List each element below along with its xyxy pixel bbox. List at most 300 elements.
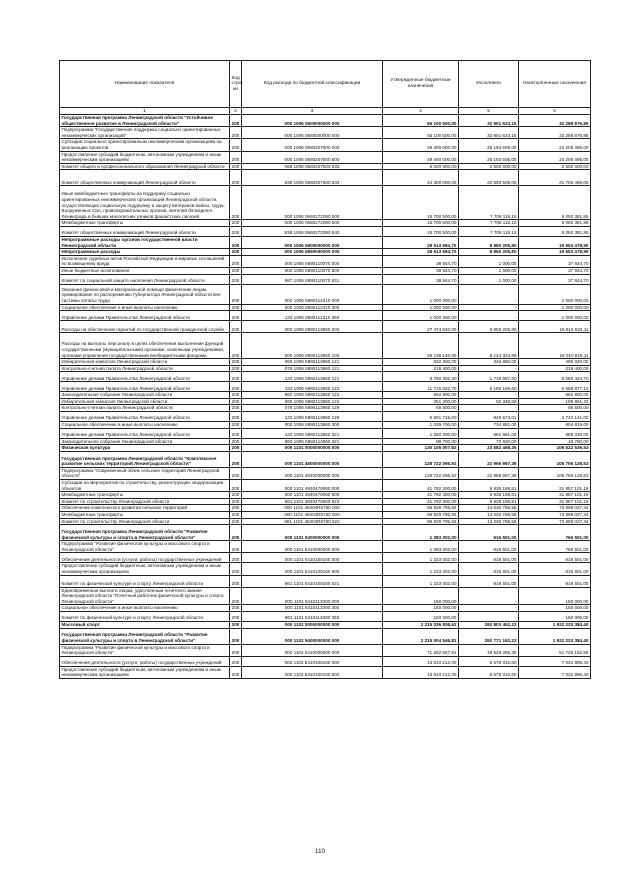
approved-amount: 28 513 684,70 (383, 249, 459, 256)
table-row (60, 438, 591, 445)
indicator-name: Непрограммные расходы (60, 249, 230, 256)
table-row (60, 304, 591, 311)
indicator-name: Социальное обеспечение и иные выплаты населению (60, 304, 230, 311)
line-code: 200 (230, 467, 242, 479)
table-row (60, 321, 591, 333)
indicator-name: Непрограммные расходы органов государственной власти Ленинградской области (60, 236, 230, 248)
line-code: 200 (230, 365, 242, 372)
table-row (60, 151, 591, 163)
indicator-name: Комитет по физической культуре и спорту Ленинградской области (60, 575, 230, 587)
budget-code: 000 1006 6890000000 000 (242, 249, 383, 256)
line-code: 200 (230, 284, 242, 304)
table-row (60, 255, 591, 267)
line-code: 200 (230, 587, 242, 605)
indicator-name: Законодательное собрание Ленинградской области (60, 392, 230, 399)
indicator-name: Расходы на обеспечение гарантий по государственной гражданской службе (60, 321, 230, 333)
unexecuted-amount: 21 706 495,00 (519, 170, 591, 186)
table-row (60, 311, 591, 321)
line-code: 200 (230, 480, 242, 492)
approved-amount: 1 383 002,00 (383, 525, 459, 541)
executed-amount: 616 501,00 (459, 553, 519, 563)
line-code: 200 (230, 412, 242, 422)
table-row (60, 498, 591, 505)
executed-amount: 6 578 315,60 (459, 666, 519, 678)
table-row (60, 611, 591, 621)
approved-amount: 1 339 700,00 (383, 422, 459, 429)
executed-amount: 616 501,00 (459, 541, 519, 553)
indicator-name: Государственная программа Ленинградской области "Развитие физической культуры и спорта в Ленинградской области" (60, 628, 230, 644)
table-row (60, 480, 591, 492)
unexecuted-amount: 218 400,00 (519, 365, 591, 372)
column-number: 4 (383, 108, 459, 115)
indicator-name: Социальное обеспечение и иные выплаты населению (60, 605, 230, 612)
budget-code: 000 1006 6890113860 300 (242, 422, 383, 429)
executed-amount: 1 719 587,60 (459, 372, 519, 382)
line-code: 200 (230, 236, 242, 248)
budget-code: 133 1006 6890113860 121 (242, 372, 383, 382)
budget-code: 000 1006 6890112310 300 (242, 304, 383, 311)
line-code: 200 (230, 605, 242, 612)
table-row (60, 451, 591, 467)
budget-code: 133 1006 6890113860 321 (242, 428, 383, 438)
budget-code: 000 1101 5410100160 000 (242, 553, 383, 563)
executed-amount: - (459, 311, 519, 321)
budget-code: 960 1006 6890113860 321 (242, 438, 383, 445)
unexecuted-amount: 588 039,00 (519, 428, 591, 438)
budget-code: 987 1006 6890110070 831 (242, 274, 383, 284)
table-row (60, 249, 591, 256)
unexecuted-amount: 1 000 000,00 (519, 284, 591, 304)
line-code: 200 (230, 274, 242, 284)
indicator-name: Межбюджетные трансферты (60, 512, 230, 519)
budget-code: 000 1101 4840470060 500 (242, 492, 383, 499)
executed-amount: 8 124 324,89 (459, 333, 519, 359)
indicator-name: Комитет по строительству Ленинградской области (60, 498, 230, 505)
budget-code: 133 1006 6890113860 129 (242, 412, 383, 422)
line-code: 200 (230, 220, 242, 227)
line-code: 200 (230, 115, 242, 127)
executed-amount: 849 573,01 (459, 412, 519, 422)
table-row (60, 382, 591, 392)
unexecuted-amount: 616 501,00 (519, 563, 591, 575)
budget-code: 000 1101 48404R5760 000 (242, 505, 383, 512)
approved-amount: 13 610 212,00 (383, 666, 459, 678)
line-code: 200 (230, 518, 242, 525)
approved-amount: 2 215 004 546,82 (383, 628, 459, 644)
table-row (60, 163, 591, 170)
indicator-name: Государственная программа Ленинградской области "Развитие физической культуры и спорта в Ленинградской области" (60, 525, 230, 541)
executed-amount: 1 000,00 (459, 267, 519, 274)
budget-code: 938 1006 0660272080 540 (242, 226, 383, 236)
line-code: 200 (230, 392, 242, 399)
approved-amount: 86 929 795,92 (383, 518, 459, 525)
approved-amount: 15 700 500,00 (383, 226, 459, 236)
executed-amount: 9 935 198,81 (459, 498, 519, 505)
line-code: 200 (230, 575, 242, 587)
budget-code: 133 1006 6890113860 122 (242, 382, 383, 392)
executed-amount: - (459, 284, 519, 304)
executed-amount: 13 030 768,58 (459, 505, 519, 512)
table-row (60, 428, 591, 438)
unexecuted-amount: 662 900,00 (519, 392, 591, 399)
line-code: 200 (230, 382, 242, 392)
line-code: 200 (230, 451, 242, 467)
header-indicator-name: Наименование показателя (60, 61, 230, 108)
table-row (60, 575, 591, 587)
unexecuted-amount: 106 522 539,53 (519, 445, 591, 452)
line-code: 200 (230, 438, 242, 445)
executed-amount: - (459, 605, 519, 612)
executed-amount: - (459, 405, 519, 412)
indicator-name: Социальное обеспечение и иные выплаты населению (60, 422, 230, 429)
table-row (60, 115, 591, 127)
line-code: 200 (230, 428, 242, 438)
unexecuted-amount: 616 501,00 (519, 575, 591, 587)
line-code: 200 (230, 656, 242, 666)
line-code: 200 (230, 492, 242, 499)
unexecuted-amount: 19 653 478,90 (519, 249, 591, 256)
budget-code: 000 1101 5400000000 000 (242, 525, 383, 541)
indicator-name: Контрольно-счетная палата Ленинградской области (60, 405, 230, 412)
approved-amount: 38 844,70 (383, 267, 459, 274)
unexecuted-amount: 24 206 495,00 (519, 139, 591, 151)
indicator-name: Управление делами Правительства Ленинградской области (60, 372, 230, 382)
executed-amount: - (459, 392, 519, 399)
executed-amount: 22 693 505,00 (459, 170, 519, 186)
budget-code: 000 1101 48404R5760 500 (242, 512, 383, 519)
line-code: 200 (230, 226, 242, 236)
approved-amount: 86 929 795,92 (383, 505, 459, 512)
indicator-name: Межбюджетные трансферты (60, 220, 230, 227)
line-code: 200 (230, 666, 242, 678)
indicator-name: Государственная программа Ленинградской области "Комплексное развитие сельских территорий Ленинградской области" (60, 451, 230, 467)
budget-code: 078 1006 6890113860 129 (242, 405, 383, 412)
executed-amount: 13 030 768,58 (459, 512, 519, 519)
table-row (60, 467, 591, 479)
approved-amount: 13 610 212,00 (383, 656, 459, 666)
line-code: 200 (230, 512, 242, 519)
indicator-name: Управление делами Правительства Ленинградской области (60, 428, 230, 438)
approved-amount: 49 400 000,00 (383, 139, 459, 151)
line-code: 200 (230, 405, 242, 412)
line-code: 200 (230, 498, 242, 505)
approved-amount: 38 844,70 (383, 255, 459, 267)
budget-code: 000 1102 5400000000 000 (242, 628, 383, 644)
column-number: 1 (60, 108, 230, 115)
approved-amount: 662 900,00 (383, 392, 459, 399)
indicator-name: Обеспечение комплексного развития сельских территорий (60, 505, 230, 512)
table-row (60, 605, 591, 612)
line-code: 200 (230, 333, 242, 359)
indicator-name: Подпрограмма "Развитие физической культуры и массового спорта в Ленинградской области" (60, 541, 230, 553)
indicator-name: Управление делами Правительства Ленинградской области (60, 382, 230, 392)
approved-amount: 65 100 500,00 (383, 127, 459, 139)
approved-amount: 11 715 032,70 (383, 382, 459, 392)
table-row (60, 405, 591, 412)
header-line-code: Код стро-ки (230, 61, 242, 108)
executed-amount: 292 771 162,22 (459, 628, 519, 644)
executed-amount: 5 156 155,60 (459, 382, 519, 392)
budget-code: 000 1101 5410113300 000 (242, 587, 383, 605)
budget-code: 981 1101 48404R5760 522 (242, 518, 383, 525)
line-code: 200 (230, 541, 242, 553)
approved-amount: 251 300,00 (383, 398, 459, 405)
executed-amount: 13 030 768,58 (459, 518, 519, 525)
line-code: 200 (230, 372, 242, 382)
budget-code: 000 1101 5410100160 600 (242, 563, 383, 575)
table-row (60, 563, 591, 575)
executed-amount: 22 965 967,39 (459, 467, 519, 479)
unexecuted-amount: 5 060 424,70 (519, 372, 591, 382)
table-row (60, 359, 591, 366)
budget-code: 065 1006 6890113860 122 (242, 398, 383, 405)
unexecuted-amount: 8 092 381,85 (519, 186, 591, 220)
indicator-name: Комитет общественных коммуникаций Ленинградской области (60, 226, 230, 236)
unexecuted-amount: 24 206 495,00 (519, 151, 591, 163)
approved-amount: 128 722 095,92 (383, 451, 459, 467)
line-code: 200 (230, 186, 242, 220)
budget-code: 000 1006 0660272080 000 (242, 186, 383, 220)
line-code: 200 (230, 304, 242, 311)
table-row (60, 226, 591, 236)
budget-code: 000 1006 0660207500 000 (242, 139, 383, 151)
unexecuted-amount: 16 780,00 (519, 438, 591, 445)
indicator-name: Комитет по социальной защите населения Ленинградской области (60, 274, 230, 284)
header-executed: Исполнено (459, 61, 519, 108)
indicator-name: Обеспечение деятельности (услуги, работы) государственных учреждений (60, 656, 230, 666)
unexecuted-amount: 8 092 381,85 (519, 226, 591, 236)
approved-amount: 150 000,00 (383, 605, 459, 612)
table-row (60, 139, 591, 151)
table-row (60, 398, 591, 405)
budget-execution-table (59, 60, 591, 679)
executed-amount: 7 708 118,15 (459, 226, 519, 236)
approved-amount: 2 215 036 836,62 (383, 621, 459, 628)
table-row (60, 492, 591, 499)
approved-amount: 41 792 300,00 (383, 498, 459, 505)
budget-code: 000 1101 5410113300 300 (242, 605, 383, 612)
unexecuted-amount: 150 000,00 (519, 611, 591, 621)
approved-amount: 41 792 300,00 (383, 480, 459, 492)
line-code: 200 (230, 621, 242, 628)
unexecuted-amount: 6 558 877,10 (519, 382, 591, 392)
table-row (60, 512, 591, 519)
line-code: 200 (230, 163, 242, 170)
unexecuted-amount: 2 500 000,00 (519, 163, 591, 170)
executed-amount: 52 348,68 (459, 398, 519, 405)
indicator-name: Избирательная комиссия Ленинградской области (60, 359, 230, 366)
executed-amount: 7 708 118,15 (459, 186, 519, 220)
executed-amount: 292 803 452,22 (459, 621, 519, 628)
table-row (60, 587, 591, 605)
unexecuted-amount: 32 288 876,85 (519, 127, 591, 139)
approved-amount: 130 105 007,82 (383, 445, 459, 452)
table-row (60, 621, 591, 628)
budget-code: 981 1101 4840470060 522 (242, 498, 383, 505)
unexecuted-amount: 1 922 233 384,40 (519, 621, 591, 628)
executed-amount: - (459, 587, 519, 605)
approved-amount: 218 400,00 (383, 365, 459, 372)
approved-amount: 1 383 002,00 (383, 541, 459, 553)
line-code: 200 (230, 139, 242, 151)
executed-amount: - (459, 365, 519, 372)
unexecuted-amount: 73 899 027,34 (519, 518, 591, 525)
budget-code: 000 1102 5410100160 000 (242, 656, 383, 666)
unexecuted-amount: 150 000,00 (519, 587, 591, 605)
budget-code: 961 1101 5410113300 350 (242, 611, 383, 621)
column-number: 3 (242, 108, 383, 115)
indicator-name: Физическая культура (60, 445, 230, 452)
line-code: 200 (230, 311, 242, 321)
unexecuted-amount: 604 819,00 (519, 422, 591, 429)
indicator-name: Контрольно-счетная палата Ленинградской области (60, 365, 230, 372)
unexecuted-amount: 51 726 162,56 (519, 644, 591, 656)
unexecuted-amount: 485 020,00 (519, 359, 591, 366)
unexecuted-amount: 105 756 128,53 (519, 467, 591, 479)
header-unexecuted: Неисполненные назначения (519, 61, 591, 108)
indicator-name: Комитет общественных коммуникаций Ленинградской области (60, 170, 230, 186)
table-row (60, 284, 591, 304)
line-code: 200 (230, 445, 242, 452)
indicator-name: Избирательная комиссия Ленинградской области (60, 398, 230, 405)
table-body (60, 115, 591, 679)
unexecuted-amount: 19 653 478,90 (519, 236, 591, 248)
executed-amount: 616 501,00 (459, 525, 519, 541)
indicator-name: Расходы на выплаты персоналу в целях обеспечения выполнения функций государственными (муниципальными) органами, казенными учреждениями, органами управления государственными внебюджетными фондами (60, 333, 230, 359)
unexecuted-amount: 7 031 896,40 (519, 666, 591, 678)
indicator-name: Государственная программа Ленинградской области "Устойчивое общественное развитие в Ленинградской области" (60, 115, 230, 127)
table-row (60, 412, 591, 422)
executed-amount: 8 859 205,80 (459, 321, 519, 333)
approved-amount: 44 400 000,00 (383, 170, 459, 186)
line-code: 200 (230, 611, 242, 621)
column-number-row (60, 108, 591, 115)
approved-amount: 38 844,70 (383, 274, 459, 284)
budget-code: 000 1101 5410000000 000 (242, 541, 383, 553)
table-header-row (60, 61, 591, 108)
approved-amount: 65 500,00 (383, 405, 459, 412)
table-row (60, 628, 591, 644)
unexecuted-amount: 1 922 233 384,40 (519, 628, 591, 644)
unexecuted-amount: 1 000 000,00 (519, 304, 591, 311)
approved-amount: 28 513 684,70 (383, 236, 459, 248)
unexecuted-amount: 73 899 027,34 (519, 505, 591, 512)
line-code: 200 (230, 628, 242, 644)
unexecuted-amount: 65 500,00 (519, 405, 591, 412)
table-row (60, 422, 591, 429)
line-code: 200 (230, 170, 242, 186)
line-code: 200 (230, 644, 242, 656)
indicator-name: Субсидии социально ориентированным некоммерческим организациям на реализацию проектов (60, 139, 230, 151)
unexecuted-amount: 31 857 101,19 (519, 480, 591, 492)
executed-amount: - (459, 304, 519, 311)
unexecuted-amount: 150 000,00 (519, 605, 591, 612)
indicator-name: Межбюджетные трансферты (60, 492, 230, 499)
unexecuted-amount: 73 899 027,34 (519, 512, 591, 519)
executed-amount: 32 901 623,15 (459, 127, 519, 139)
unexecuted-amount: 198 951,32 (519, 398, 591, 405)
table-row (60, 274, 591, 284)
line-code: 200 (230, 151, 242, 163)
budget-code: 000 1006 0660207500 600 (242, 151, 383, 163)
indicator-name: Субсидии на мероприятия по строительству, реконструкции, модернизации объектов (60, 480, 230, 492)
unexecuted-amount: 616 501,00 (519, 553, 591, 563)
approved-amount: 1 000 000,00 (383, 304, 459, 311)
table-row (60, 666, 591, 678)
unexecuted-amount: 7 031 896,40 (519, 656, 591, 666)
budget-code: 000 1101 4840470060 000 (242, 480, 383, 492)
executed-amount: 616 501,00 (459, 575, 519, 587)
table-row (60, 541, 591, 553)
unexecuted-amount: 32 288 876,85 (519, 115, 591, 127)
approved-amount: 27 474 840,00 (383, 321, 459, 333)
budget-code: 000 1006 0600000000 000 (242, 115, 383, 127)
unexecuted-amount: 105 756 128,53 (519, 451, 591, 467)
budget-code: 068 1006 0660207500 633 (242, 163, 383, 170)
approved-amount: 5 000 000,00 (383, 163, 459, 170)
indicator-name: Предоставление субсидий бюджетным, автономным учреждениям и иным некоммерческим организациям (60, 666, 230, 678)
unexecuted-amount: 766 501,00 (519, 525, 591, 541)
line-code: 200 (230, 553, 242, 563)
executed-amount: 346 880,00 (459, 359, 519, 366)
indicator-name: Комитет по физической культуре и спорту Ленинградской области (60, 611, 230, 621)
indicator-name: Предоставление субсидий бюджетным, автономным учреждениям и иным некоммерческим организациям (60, 563, 230, 575)
table-row (60, 644, 591, 656)
indicator-name: Обеспечение деятельности (услуги, работы) государственных учреждений (60, 553, 230, 563)
indicator-name: Оказание финансовой и материальной помощи физическим лицам, премирование по распоряжению Губернатора Ленинградской области вне системы оплаты труда (60, 284, 230, 304)
unexecuted-amount: 18 615 634,11 (519, 321, 591, 333)
page-number: 110 (314, 848, 326, 855)
table-row (60, 553, 591, 563)
table-row (60, 236, 591, 248)
header-approved: Утвержденные бюджетные назначения (383, 61, 459, 108)
budget-code: 133 1006 6890112310 360 (242, 311, 383, 321)
executed-amount: - (459, 611, 519, 621)
table-row (60, 170, 591, 186)
indicator-name: Подпрограмма "Развитие физической культуры и массового спорта в Ленинградской области" (60, 644, 230, 656)
line-code: 200 (230, 255, 242, 267)
executed-amount: 8 860 205,80 (459, 236, 519, 248)
column-number: 5 (459, 108, 519, 115)
approved-amount: 89 700,00 (383, 438, 459, 445)
line-code: 200 (230, 505, 242, 512)
approved-amount: 6 780 002,30 (383, 372, 459, 382)
unexecuted-amount: 18 010 815,11 (519, 333, 591, 359)
approved-amount: 71 252 557,91 (383, 644, 459, 656)
budget-code: 000 1101 4800000000 000 (242, 451, 383, 467)
indicator-name: Комитет общего и профессионального образования Ленинградской области (60, 163, 230, 170)
budget-code: 065 1006 6890113860 121 (242, 359, 383, 366)
line-code: 200 (230, 127, 242, 139)
executed-amount: 661 961,00 (459, 428, 519, 438)
budget-code: 000 1102 0000000000 000 (242, 621, 383, 628)
approved-amount: 41 792 300,00 (383, 492, 459, 499)
executed-amount: 7 708 118,15 (459, 220, 519, 227)
indicator-name: Иные межбюджетные трансферты на поддержку социально ориентированных некоммерческих организаций Ленинградской области, осуществляющих социальную поддержку и защиту ветеранов войны, труда, Вооруженных Сил, правоохранительных органов, жителей блокадного Ленинграда и бывших малолетних узников фашистских лагерей (60, 186, 230, 220)
table-row (60, 505, 591, 512)
budget-code: 000 1006 0660272080 500 (242, 220, 383, 227)
table-row (60, 220, 591, 227)
indicator-name: Исполнение судебных актов Российской Федерации и мировых соглашений по возмещению вреда (60, 255, 230, 267)
table-row (60, 267, 591, 274)
column-number: 2 (230, 108, 242, 115)
indicator-name: Предоставление субсидий бюджетным, автономным учреждениям и иным некоммерческим организациям (60, 151, 230, 163)
executed-amount: 72 920,00 (459, 438, 519, 445)
approved-amount: 15 700 500,00 (383, 220, 459, 227)
unexecuted-amount: 37 844,70 (519, 255, 591, 267)
approved-amount: 1 000 000,00 (383, 311, 459, 321)
approved-amount: 1 233 002,00 (383, 553, 459, 563)
